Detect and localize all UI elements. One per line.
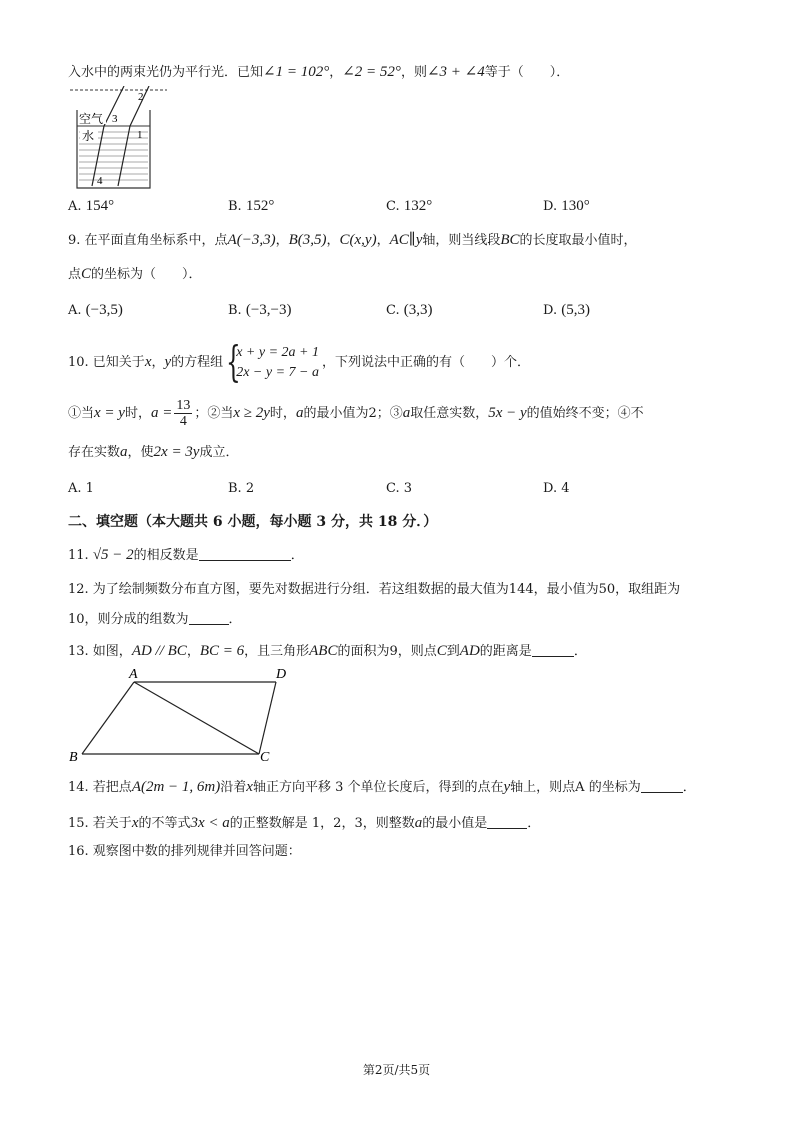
q8-text: ，则 (400, 65, 427, 80)
q10-text: 10. 已知关于 (68, 355, 145, 370)
q10-stem (68, 336, 530, 386)
q9-text: 9. 在平面直角坐标系中，点 (68, 233, 228, 248)
math: √5 − 2 (92, 547, 134, 563)
math: A(2m − 1, 6m) (131, 779, 221, 795)
q13-text: ． (573, 644, 587, 659)
math: a (414, 815, 423, 831)
statement-text: 的最小值为2；③ (303, 406, 403, 421)
q11-text: 的相反数是 (133, 548, 199, 563)
equation-2: 2x − y = 7 − a (236, 364, 319, 380)
option-value: 4 (561, 481, 570, 496)
statement-text: 存在实数 (68, 445, 121, 460)
numerator: 13 (176, 398, 191, 413)
option-value: 130° (561, 198, 590, 214)
angle2-value: ∠2 = 52° (342, 64, 401, 80)
statement-text: 时， (124, 406, 151, 421)
parallel-condition: AC∥y (389, 232, 423, 248)
option-value: (−3,5) (85, 302, 123, 318)
q10-text: ，下列说法中正确的有（ ）个． (321, 355, 530, 370)
q15-text: 的正整数解是 1，2，3，则整数 (229, 816, 415, 831)
math: x = y (94, 405, 125, 421)
option-label: A. (68, 199, 82, 214)
q10-option-d[interactable] (543, 479, 570, 499)
q10-text: ， (151, 355, 165, 370)
option-value: 152° (245, 198, 275, 214)
q10-statements-line1 (68, 396, 644, 431)
point-a: A(−3,3) (227, 232, 276, 248)
angle-4-label: 4 (97, 175, 103, 187)
equation-1: x + y = 2a + 1 (236, 344, 319, 360)
option-label: A. (68, 303, 82, 318)
section-heading: 二、填空题（本大题共 6 小题，每小题 3 分，共 18 分．） (68, 514, 438, 530)
angle-2-label: 2 (138, 91, 144, 103)
math: AD (459, 643, 480, 659)
q15-text: ． (527, 816, 541, 831)
option-value: (5,3) (561, 302, 590, 318)
statement-text: 时， (269, 406, 296, 421)
q9-option-b[interactable] (228, 300, 292, 321)
q9-text: 轴，则当线段 (422, 233, 501, 248)
option-value: 154° (85, 198, 115, 214)
var-y: y (164, 354, 172, 370)
q14-text: ． (682, 780, 696, 795)
q14-text: 轴正方向平移 3 个单位长度后，得到的点在 (252, 780, 504, 795)
option-label: D. (543, 199, 558, 214)
point-c-label: C (81, 266, 92, 282)
math: a (120, 444, 128, 460)
math: x (131, 815, 139, 831)
option-value: 132° (403, 198, 433, 214)
q8-option-c[interactable] (386, 196, 432, 217)
angle-sum: ∠3 + ∠4 (426, 64, 485, 80)
math: y (503, 779, 511, 795)
q9-text: 的长度取最小值时， (519, 233, 637, 248)
q14-text: 沿着 (220, 780, 247, 795)
q8-text: 等于（ ）． (484, 65, 570, 80)
q13-text: 的面积为9，则点 (337, 644, 437, 659)
q15-text: 的不等式 (138, 816, 191, 831)
q13-parallelogram-figure (66, 664, 296, 768)
q16: 16. 观察图中数的排列规律并回答问题： (68, 844, 301, 859)
statement-text: ①当 (68, 406, 95, 421)
q11 (68, 545, 304, 566)
angle-1-label: 1 (137, 129, 143, 141)
q15-text: 15. 若关于 (68, 816, 132, 831)
q9-option-c[interactable] (386, 300, 433, 321)
option-value: 3 (403, 481, 413, 496)
option-label: D. (543, 303, 558, 318)
answer-blank[interactable] (532, 642, 574, 657)
denominator: 4 (179, 414, 187, 429)
q14 (68, 777, 696, 798)
q12-line1: 12. 为了绘制频数分布直方图，要先对数据进行分组．若这组数据的最大值为144，最小值为50，取组距为 (68, 582, 681, 597)
q12-text: 10，则分成的组数为 (68, 612, 189, 627)
q13-text: 的距离是 (479, 644, 532, 659)
q9-option-a[interactable] (68, 300, 123, 321)
q9-text: ， (376, 233, 390, 248)
q15-text: 的最小值是 (422, 816, 488, 831)
math: 5x − y (488, 405, 527, 421)
q12-line2 (68, 610, 242, 630)
q9-text: ， (275, 233, 289, 248)
math: 3x < a (190, 815, 230, 831)
q10-option-b[interactable] (228, 479, 254, 499)
point-b: B(3,5) (288, 232, 327, 248)
brace-icon: { (226, 336, 241, 386)
vertex-a-label: A (129, 667, 138, 682)
q9-text: ， (326, 233, 340, 248)
angle1-value: ∠1 = 102° (263, 64, 330, 80)
q8-option-d[interactable] (543, 196, 590, 217)
q9-text: 点 (68, 267, 82, 282)
q8-text: 入水中的两束光仍为平行光．已知 (68, 65, 264, 80)
answer-blank[interactable] (189, 610, 229, 625)
q15 (68, 813, 540, 834)
angle-3-label: 3 (112, 113, 118, 125)
statement-text: ，使 (127, 445, 154, 460)
option-label: C. (386, 481, 400, 496)
q12-text: ． (228, 612, 242, 627)
var-x: x (144, 354, 152, 370)
option-value: (−3,−3) (245, 302, 292, 318)
math: x (246, 779, 253, 795)
segment-bc: BC (500, 232, 520, 248)
option-value: 1 (85, 481, 94, 496)
q14-text: 轴上，则点A 的坐标为 (510, 780, 641, 795)
vertex-c-label: C (260, 750, 270, 765)
q8-beaker-figure (70, 86, 170, 192)
air-label: 空气 (79, 112, 104, 126)
q8-text: ， (329, 65, 343, 80)
math: C (436, 643, 447, 659)
option-label: B. (228, 303, 242, 318)
q13-text: 13. 如图， (68, 644, 132, 659)
option-label: D. (543, 481, 558, 496)
math: 2x = 3y (153, 444, 200, 460)
answer-blank[interactable] (641, 778, 683, 793)
statement-text: 取任意实数， (410, 406, 489, 421)
q8-option-a[interactable] (68, 196, 114, 217)
math: ABC (309, 643, 338, 659)
option-label: C. (386, 199, 400, 214)
vertex-b-label: B (69, 750, 78, 765)
q13-text: 到 (446, 644, 460, 659)
q10-statements-line2 (68, 442, 238, 463)
math: a (295, 405, 304, 421)
equation-system (226, 336, 319, 386)
math: AD // BC (131, 643, 187, 659)
option-label: B. (228, 199, 242, 214)
q10-option-a[interactable] (68, 479, 94, 499)
answer-blank[interactable] (199, 546, 291, 561)
math: a (402, 405, 411, 421)
q10-option-c[interactable] (386, 479, 412, 499)
q10-text: 的方程组 (171, 355, 224, 370)
answer-blank[interactable] (487, 814, 527, 829)
math: x ≥ 2y (233, 405, 270, 421)
q11-number: 11. (68, 548, 93, 563)
option-value: (3,3) (403, 302, 433, 318)
math: a = (150, 405, 173, 421)
q11-text: ． (290, 548, 304, 563)
q13 (68, 641, 587, 662)
point-c: C(x,y) (339, 232, 377, 248)
math: BC = 6 (199, 643, 245, 659)
statement-text: 的值始终不变；④不 (526, 406, 644, 421)
water-label: 水 (82, 129, 95, 143)
q8-option-b[interactable] (228, 196, 274, 217)
q9-stem-line2 (68, 264, 202, 285)
vertex-d-label: D (276, 667, 287, 682)
q13-text: ，且三角形 (244, 644, 310, 659)
page-footer: 第2页/共5页 (362, 1063, 431, 1077)
option-value: 2 (245, 481, 255, 496)
q8-stem (68, 62, 569, 83)
q9-stem-line1 (68, 230, 637, 251)
q14-text: 14. 若把点 (68, 780, 132, 795)
statement-text: 成立． (199, 445, 239, 460)
option-label: B. (228, 481, 242, 496)
q13-text: ， (186, 644, 200, 659)
option-label: C. (386, 303, 400, 318)
q9-text: 的坐标为（ ）． (91, 267, 202, 282)
fraction (174, 398, 192, 429)
option-label: A. (68, 481, 82, 496)
statement-text: ；②当 (194, 406, 234, 421)
q9-option-d[interactable] (543, 300, 590, 321)
